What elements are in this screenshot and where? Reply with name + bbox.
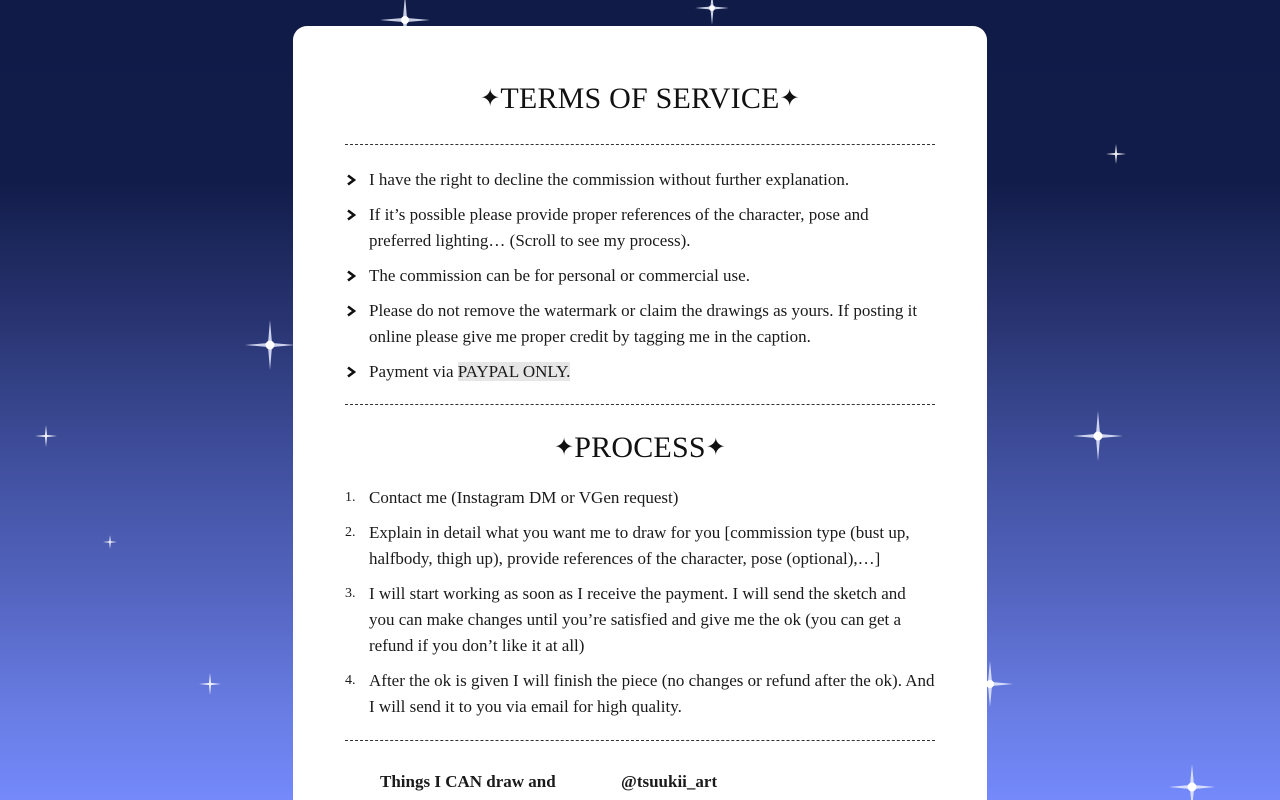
sparkle-icon: ✦ (779, 86, 800, 112)
dashed-divider (345, 144, 935, 145)
process-step: 3. I will start working as soon as I receive the payment. I will send the sketch and you can make changes until you’re satisfied and give me the ok (you can get a refund if you don’t like it at all) (345, 581, 935, 659)
chevron-right-icon (345, 209, 357, 221)
step-number: 3. (345, 586, 356, 601)
chevron-right-icon (345, 366, 357, 378)
terms-item: Please do not remove the watermark or claim the drawings as yours. If posting it online please give me proper credit by tagging me in the caption. (345, 298, 935, 350)
dashed-divider (345, 740, 935, 741)
can-draw-heading: Things I CAN draw and (380, 772, 556, 791)
sparkle-star-icon (1073, 411, 1123, 461)
process-step: 1. Contact me (Instagram DM or VGen request) (345, 485, 935, 511)
artist-handle[interactable]: @tsuukii_art (621, 772, 718, 791)
sparkle-star-icon (1106, 144, 1126, 164)
process-step: 4. After the ok is given I will finish the piece (no changes or refund after the ok). And I will send it to you via email for high quality. (345, 668, 935, 720)
sparkle-icon: ✦ (705, 435, 727, 461)
process-step: 2. Explain in detail what you want me to draw for you [commission type (bust up, halfbody, thigh up), provide references of the character, pose (optional),…] (345, 520, 935, 572)
terms-list (345, 167, 935, 394)
dashed-divider (345, 404, 935, 405)
step-number: 2. (345, 525, 356, 540)
step-number: 4. (345, 673, 356, 688)
sparkle-star-icon (199, 673, 221, 695)
process-title: ✦PROCESS✦ (553, 431, 727, 464)
sparkle-icon: ✦ (480, 86, 501, 112)
terms-item: I have the right to decline the commission without further explanation. (345, 167, 935, 193)
sparkle-star-icon (695, 0, 729, 25)
terms-item: If it’s possible please provide proper references of the character, pose and preferred lighting… (Scroll to see my process). (345, 202, 935, 254)
process-steps-list (345, 485, 935, 729)
chevron-right-icon (345, 270, 357, 282)
step-number: 1. (345, 490, 356, 505)
chevron-right-icon (345, 174, 357, 186)
sparkle-star-icon (103, 535, 117, 549)
sparkle-icon: ✦ (553, 435, 575, 461)
chevron-right-icon (345, 305, 357, 317)
payment-method-highlight: PAYPAL ONLY. (457, 362, 571, 381)
terms-of-service-title: ✦TERMS OF SERVICE✦ (480, 82, 800, 115)
sparkle-star-icon (245, 320, 295, 370)
sparkle-star-icon (35, 425, 57, 447)
sparkle-star-icon (1169, 764, 1215, 800)
terms-item: The commission can be for personal or commercial use. (345, 263, 935, 289)
commission-info-card (293, 26, 987, 800)
terms-item-payment: Payment via PAYPAL ONLY. (345, 359, 935, 385)
